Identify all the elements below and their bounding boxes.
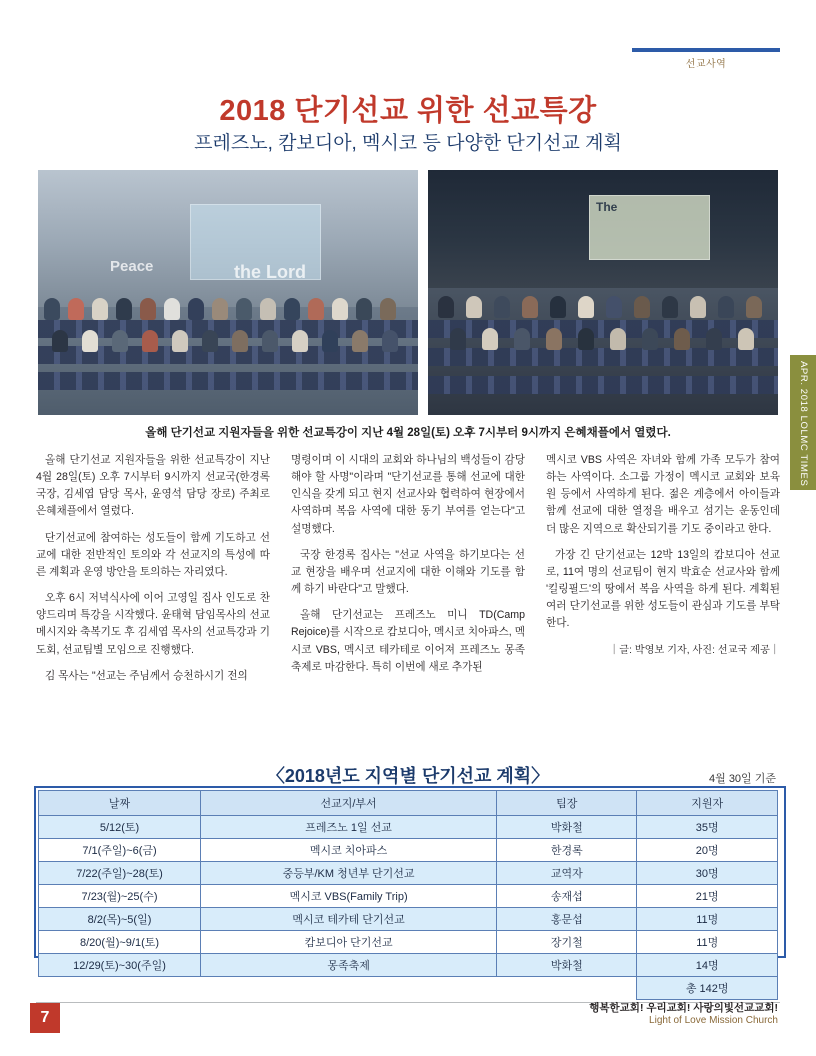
photo-lecture-hall <box>428 170 778 415</box>
cell-empty <box>39 977 201 1000</box>
table-header-row <box>39 791 778 816</box>
cell-leader: 장기철 <box>497 931 637 954</box>
cell-leader: 홍문섭 <box>497 908 637 931</box>
column-header-field: 선교지/부서 <box>201 791 497 816</box>
table-row <box>39 931 778 954</box>
paragraph: 오후 6시 저녁식사에 이어 고영일 집사 인도로 찬양드리며 특강을 시작했다. 윤태혁 담임목사의 선교 메시지와 축복기도 후 김세엽 목사의 선교특강과 기도회, 선교팀별 모임으로 진행했다. <box>36 592 270 656</box>
footer-english-name: Light of Love Mission Church <box>649 1015 778 1026</box>
photo-screen-word-peace: Peace <box>110 258 154 275</box>
header-accent-rule <box>632 48 780 52</box>
cell-leader: 교역자 <box>497 862 637 885</box>
cell-applicants: 11명 <box>637 908 778 931</box>
cell-date: 8/2(목)~5(일) <box>39 908 201 931</box>
cell-field: 프레즈노 1일 선교 <box>201 816 497 839</box>
page-title: 2018 단기선교 위한 선교특강 <box>219 95 597 127</box>
cell-date: 7/1(주일)~6(금) <box>39 839 201 862</box>
article-body <box>36 452 780 694</box>
paragraph: 올해 단기선교는 프레즈노 미니 TD(Camp Rejoice)를 시작으로 캄보디아, 멕시코 치아파스, 멕시코 VBS, 멕시코 테카테로 이어져 프레즈노 몽족 축제로 마감한다. 특히 이번에 새로 추가된 <box>291 609 525 673</box>
column-header-applicants: 지원자 <box>637 791 778 816</box>
cell-applicants: 30명 <box>637 862 778 885</box>
cell-field: 멕시코 치아파스 <box>201 839 497 862</box>
cell-leader: 송재섭 <box>497 885 637 908</box>
table-row <box>39 908 778 931</box>
cell-field: 중등부/KM 청년부 단기선교 <box>201 862 497 885</box>
byline: ｜글: 박영보 기자, 사진: 선교국 제공｜ <box>609 644 780 656</box>
cell-date: 12/29(토)~30(주일) <box>39 954 201 977</box>
photo-chair-row <box>428 376 778 394</box>
cell-field: 멕시코 VBS(Family Trip) <box>201 885 497 908</box>
cell-applicants: 35명 <box>637 816 778 839</box>
cell-applicants: 21명 <box>637 885 778 908</box>
table-title: 〈2018년도 지역별 단기선교 계획〉 <box>266 766 550 786</box>
cell-leader: 박화철 <box>497 816 637 839</box>
photo-crowd-row <box>38 298 418 324</box>
photo-screen-word-lord: the Lord <box>234 262 306 282</box>
cell-applicants: 20명 <box>637 839 778 862</box>
cell-date: 7/22(주일)~28(토) <box>39 862 201 885</box>
cell-field: 멕시코 테카테 단기선교 <box>201 908 497 931</box>
article-column-3 <box>546 452 780 694</box>
edge-tab-label: APR. 2018 LOLMC TIMES | www.lolmc.org <box>798 361 809 565</box>
table-row <box>39 839 778 862</box>
paragraph: 단기선교에 참여하는 성도들이 함께 기도하고 선교에 대한 전반적인 토의와 각 선교지의 특성에 따른 계획과 운영 방안을 토의하는 자리였다. <box>36 531 270 578</box>
photo-screen-word-the: The <box>596 200 618 214</box>
paragraph: 멕시코 VBS 사역은 자녀와 함께 가족 모두가 참여하는 사역이다. 소그룹 가정이 멕시코 교회와 보육원 등에서 사역하게 된다. 젊은 계층에서 아이들과 함께 선교에 대한 열정을 배우고 섬기는 운동인데 더 많은 지역으로 확산되기를 기도 중이라고 한다. <box>546 454 780 535</box>
photo-caption: 올해 단기선교 지원자들을 위한 선교특강이 지난 4월 28일(토) 오후 7시부터 9시까지 은혜채플에서 열렸다. <box>145 427 671 439</box>
article-column-1 <box>36 452 270 694</box>
cell-empty <box>497 977 637 1000</box>
cell-date: 7/23(월)~25(수) <box>39 885 201 908</box>
table-row <box>39 885 778 908</box>
photo-chair-row <box>38 372 418 390</box>
cell-applicants: 11명 <box>637 931 778 954</box>
section-label: 선교사역 <box>685 59 727 70</box>
paragraph: 명령이며 이 시대의 교회와 하나님의 백성들이 감당해야 할 사명"이라며 "단기선교를 통해 선교에 대한 인식을 갖게 되고 현지 선교사와 협력하여 현장에서 사역하며 복음 사역에 대한 동기 부여를 얻는다"고 설명했다. <box>291 454 525 535</box>
cell-field: 몽족축제 <box>201 954 497 977</box>
cell-field: 캄보디아 단기선교 <box>201 931 497 954</box>
cell-date: 8/20(월)~9/1(토) <box>39 931 201 954</box>
paragraph: 김 목사는 "선교는 주님께서 승천하시기 전의 <box>45 669 248 682</box>
cell-total: 총 142명 <box>637 977 778 1000</box>
cell-date: 5/12(토) <box>39 816 201 839</box>
table-total-row <box>39 977 778 1000</box>
paragraph: 국장 한경록 집사는 "선교 사역을 하기보다는 선교 현장을 배우며 선교지에 대한 이해와 기도를 함께 하기 바란다"고 말했다. <box>291 548 525 596</box>
cell-empty <box>201 977 497 1000</box>
table-row <box>39 816 778 839</box>
edge-tab <box>790 355 816 565</box>
photo-congregation-worship <box>38 170 418 415</box>
article-column-2 <box>291 452 525 694</box>
column-header-leader: 팀장 <box>497 791 637 816</box>
table-as-of-date: 4월 30일 기준 <box>709 773 776 785</box>
cell-applicants: 14명 <box>637 954 778 977</box>
table-row <box>39 862 778 885</box>
photo-crowd-row <box>428 328 778 354</box>
photo-crowd-row <box>428 296 778 322</box>
footer-korean-tagline: 행복한교회! 우리교회! 사랑의빛선교교회! <box>589 1002 778 1014</box>
cell-leader: 박화철 <box>497 954 637 977</box>
paragraph: 가장 긴 단기선교는 12박 13일의 캄보디아 선교로, 11여 명의 선교팀이 현지 박효순 선교사와 함께 '킬링필드'의 땅에서 복음 사역을 하게 된다. 계획된 여러 단기선교를 위한 성도들이 관심과 기도를 부탁한다. <box>546 548 780 630</box>
page-subtitle: 프레즈노, 캄보디아, 멕시코 등 다양한 단기선교 계획 <box>194 133 622 154</box>
paragraph: 올해 단기선교 지원자들을 위한 선교특강이 지난 4월 28일(토) 오후 7시부터 9시까지 선교국(한경록 국장, 김세엽 담당 목사, 윤영석 담당 장로) 주최로 은혜채플에서 열렸다. <box>36 454 270 518</box>
column-header-date: 날짜 <box>39 791 201 816</box>
mission-plan-table <box>38 790 778 1000</box>
table-row <box>39 954 778 977</box>
photo-crowd-row <box>38 330 418 356</box>
cell-leader: 한경록 <box>497 839 637 862</box>
page-number: 7 <box>30 1003 60 1033</box>
